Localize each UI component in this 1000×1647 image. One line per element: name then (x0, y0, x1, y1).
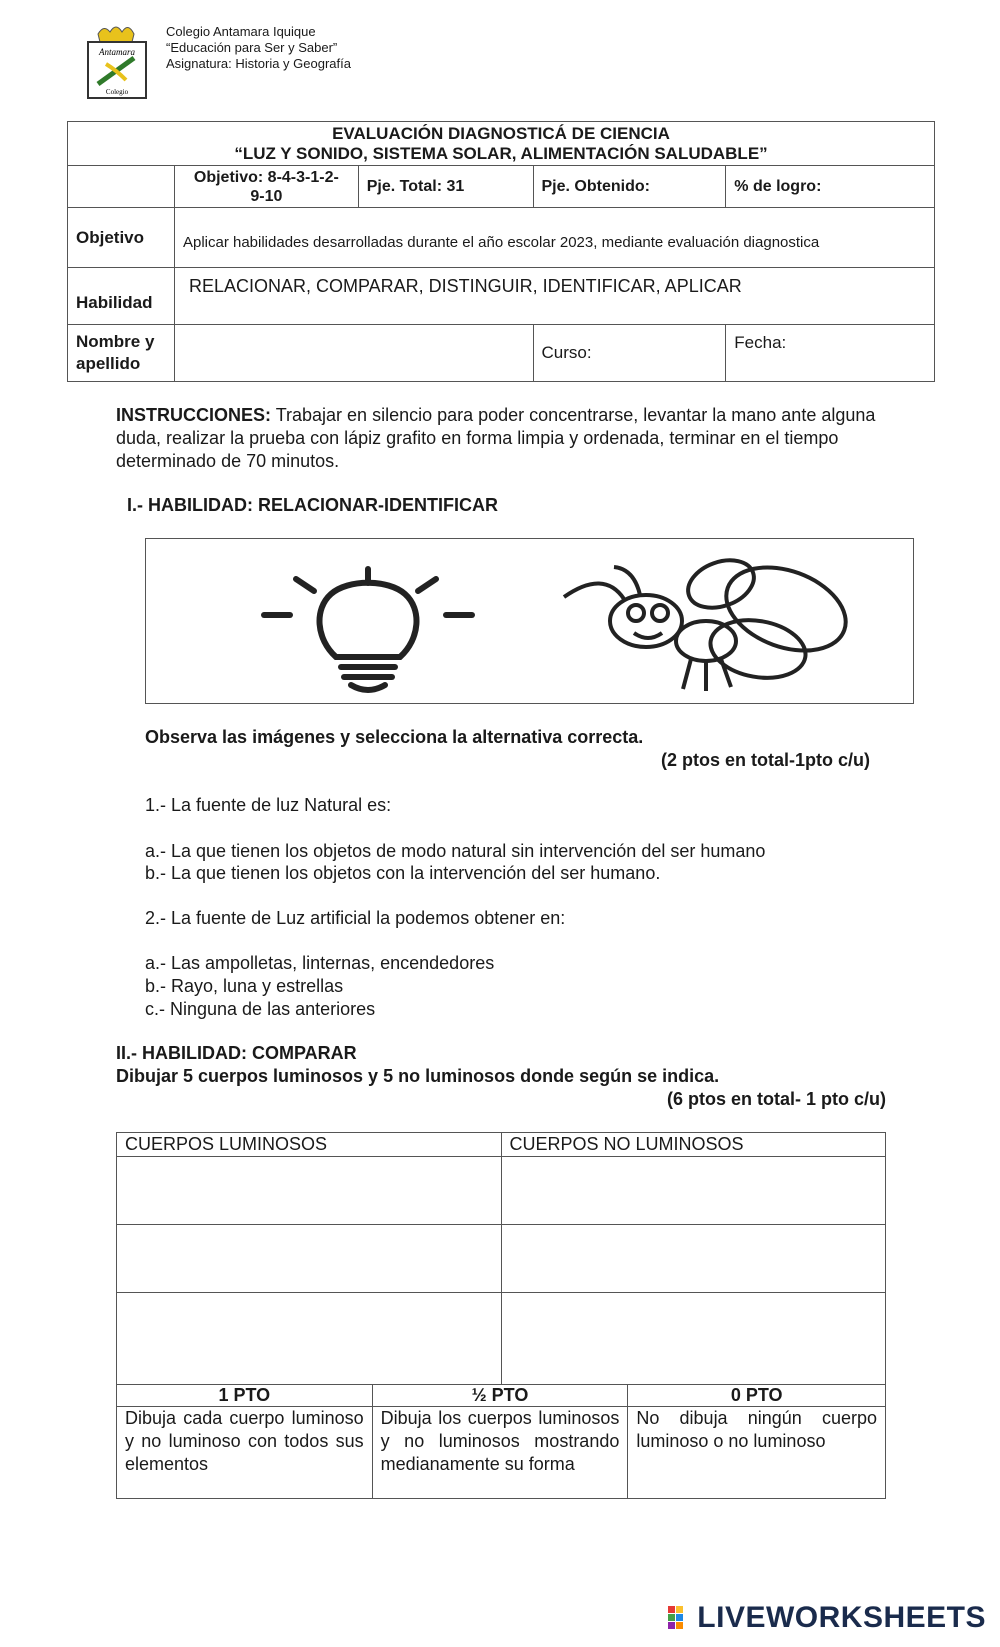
rubric-cell-1: Dibuja cada cuerpo luminoso y no luminoso con todos sus elementos (117, 1407, 373, 1499)
logro: % de logro: (726, 166, 935, 208)
liveworksheets-logo (667, 1601, 986, 1635)
nombre-field[interactable] (174, 325, 533, 382)
instructions (116, 404, 896, 473)
q1-option-b[interactable]: b.- La que tienen los objetos con la intervención del ser humano. (145, 863, 661, 883)
rubric-header-3: 0 PTO (628, 1385, 886, 1407)
pje-obtenido: Pje. Obtenido: (533, 166, 726, 208)
section2-title: II.- HABILIDAD: COMPARAR (116, 1043, 357, 1063)
q2-option-b[interactable]: b.- Rayo, luna y estrellas (145, 976, 344, 996)
section1-prompt: Observa las imágenes y selecciona la alternativa correcta. (145, 727, 644, 747)
section1-image (145, 538, 914, 704)
logo-text-bottom: Colegio (105, 88, 129, 96)
section2-points: (6 ptos en total- 1 pto c/u) (667, 1089, 886, 1109)
watermark-text: LIVEWORKSHEETS (697, 1601, 986, 1634)
q2-option-a[interactable]: a.- Las ampolletas, linternas, encendedores (145, 953, 495, 973)
draw-cell[interactable] (501, 1293, 886, 1385)
rubric-header-1: 1 PTO (117, 1385, 373, 1407)
liveworksheets-icon (667, 1605, 693, 1631)
col-no-luminosos-header: CUERPOS NO LUMINOSOS (501, 1133, 886, 1157)
rubric-cell-2: Dibuja los cuerpos luminosos y no luminosos mostrando medianamente su forma (372, 1407, 628, 1499)
nombre-label-2: apellido (76, 354, 141, 373)
draw-cell[interactable] (501, 1157, 886, 1225)
draw-cell[interactable] (501, 1225, 886, 1293)
nombre-label-1: Nombre y (76, 332, 155, 351)
pje-total: Pje. Total: 31 (358, 166, 533, 208)
habilidad-label: Habilidad (68, 268, 175, 325)
school-logo (84, 24, 150, 102)
rubric-cell-3: No dibuja ningún cuerpo luminoso o no luminoso (628, 1407, 886, 1499)
objetivo-code-2: 9-10 (250, 187, 283, 205)
exam-subtitle: “LUZ Y SONIDO, SISTEMA SOLAR, ALIMENTACIÓN SALUDABLE” (234, 143, 768, 163)
section2-prompt: Dibujar 5 cuerpos luminosos y 5 no luminosos donde según se indica. (116, 1066, 720, 1086)
fecha-label: Fecha: (726, 325, 935, 382)
instructions-text: Trabajar en silencio para poder concentrarse, levantar la mano ante alguna duda, realizar la prueba con lápiz grafito en forma limpia y ordenada, terminar en el tiempo determinado de 70 minutos. (116, 405, 876, 471)
draw-cell[interactable] (117, 1157, 502, 1225)
school-motto: “Educación para Ser y Saber” (166, 40, 338, 55)
logo-text-top: Antamara (99, 47, 135, 57)
lightbulb-icon (264, 569, 472, 690)
rubric-header-2: ½ PTO (372, 1385, 628, 1407)
exam-header-table (67, 121, 935, 382)
q2-option-c[interactable]: c.- Ninguna de las anteriores (145, 999, 376, 1019)
comparison-table (116, 1132, 886, 1385)
school-info (166, 24, 351, 72)
draw-cell[interactable] (117, 1293, 502, 1385)
exam-title: EVALUACIÓN DIAGNOSTICÁ DE CIENCIA (332, 123, 670, 143)
section1-points: (2 ptos en total-1pto c/u) (661, 750, 870, 770)
objetivo-code-1: Objetivo: 8-4-3-1-2- (193, 168, 339, 186)
school-subject: Asignatura: Historia y Geografía (166, 56, 351, 71)
school-name: Colegio Antamara Iquique (166, 24, 316, 39)
instructions-label: INSTRUCCIONES: (116, 405, 272, 425)
curso-label: Curso: (533, 325, 726, 382)
question-1: 1.- La fuente de luz Natural es: (145, 795, 392, 815)
section1-title: I.- HABILIDAD: RELACIONAR-IDENTIFICAR (127, 495, 498, 515)
objetivo-text: Aplicar habilidades desarrolladas durante el año escolar 2023, mediante evaluación diagnostica (174, 208, 934, 268)
col-luminosos-header: CUERPOS LUMINOSOS (117, 1133, 502, 1157)
rubric-table (116, 1384, 886, 1499)
draw-cell[interactable] (117, 1225, 502, 1293)
objetivo-label: Objetivo (68, 208, 175, 268)
firefly-icon (564, 552, 857, 691)
q1-option-a[interactable]: a.- La que tienen los objetos de modo natural sin intervención del ser humano (145, 841, 766, 861)
question-2: 2.- La fuente de Luz artificial la podemos obtener en: (145, 908, 566, 928)
habilidad-text: RELACIONAR, COMPARAR, DISTINGUIR, IDENTIFICAR, APLICAR (174, 268, 934, 325)
